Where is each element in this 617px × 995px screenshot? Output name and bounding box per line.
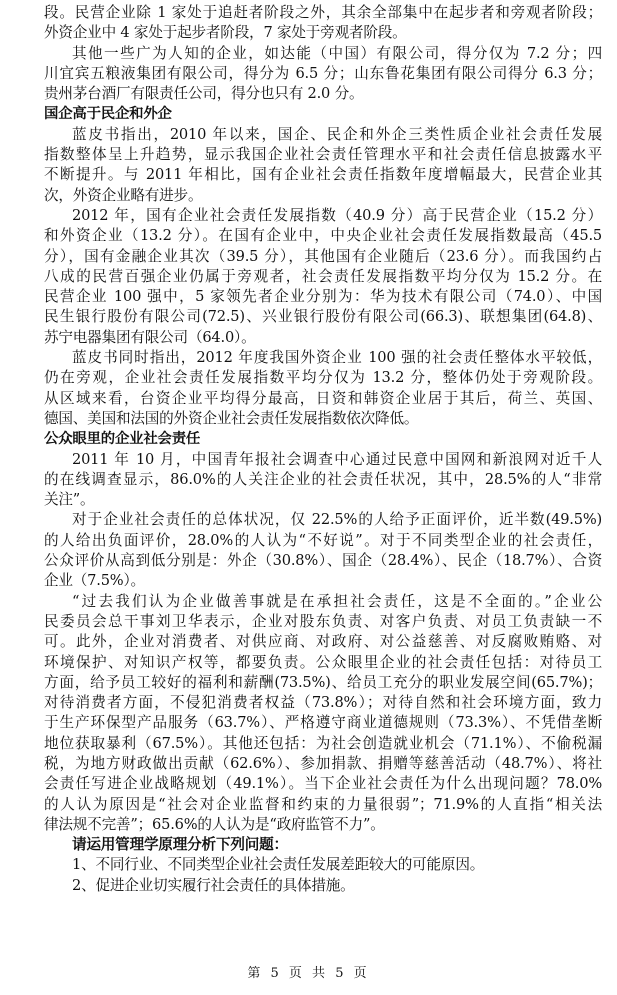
text-line: 的人给出负面评价，28.0%的人认为“不好说”。对于不同类型企业的社会责任， (44, 531, 602, 549)
text-line: 地位获取暴利（67.5%）。其他还包括：为社会创造就业机会（71.1%）、不偷税漏 (44, 734, 602, 752)
text-line: 对待消费者方面，不侵犯消费者权益（73.8%）；对待自然和社会环境方面，致力 (44, 694, 602, 712)
text-line: 民营企业 100 强中，5 家领先者企业分别为：华为技术有限公司（74.0）、中国 (44, 288, 602, 306)
paragraph-start-line: 对于企业社会责任的总体状况，仅 22.5%的人给予正面评价，近半数(49.5%) (72, 511, 602, 529)
text-line: 企业（7.5%）。 (44, 572, 145, 590)
text-line: 外资企业中 4 家处于起步者阶段，7 家处于旁观者阶段。 (44, 24, 407, 42)
question-item: 1、不同行业、不同类型企业社会责任发展差距较大的可能原因。 (72, 856, 485, 874)
text-line: 和外资企业（13.2 分）。在国有企业中，中央企业社会责任发展指数最高（45.5 (44, 227, 602, 245)
text-line: 德国、美国和法国的外资企业社会责任发展指数依次降低。 (44, 409, 419, 427)
text-line: 会责任写进企业战略规划（49.1%）。当下企业社会责任为什么出现问题？78.0% (44, 775, 602, 793)
text-line: 环境保护、对知识产权等，都要负责。公众眼里企业的社会责任包括：对待员工 (44, 653, 602, 671)
text-line: 民委员会总干事刘卫华表示，企业对股东负责、对客户负责、对员工负责缺一不 (44, 612, 602, 630)
question-item: 2、促进企业切实履行社会责任的具体措施。 (72, 876, 355, 894)
paragraph-start-line: 2012 年，国有企业社会责任发展指数（40.9 分）高于民营企业（15.2 分） (72, 206, 602, 224)
text-line: 指数整体呈上升趋势，显示我国企业社会责任管理水平和社会责任信息披露水平 (44, 146, 602, 164)
text-line: 可。此外，企业对消费者、对供应商、对政府、对公益慈善、对反腐败贿赂、对 (44, 633, 602, 651)
paragraph-start-line: 蓝皮书指出，2010 年以来，国企、民企和外企三类性质企业社会责任发展 (72, 125, 602, 143)
text-line: 方面，给予员工较好的福利和薪酬(73.5%)、给员工充分的职业发展空间(65.7%)； (44, 673, 602, 691)
text-line: 不断提升。与 2011 年相比，国有企业社会责任指数年度增幅最大，民营企业其 (44, 166, 602, 184)
text-line: 于生产环保型产品服务（63.7%）、严格遵守商业道德规则（73.3%）、不凭借垄断 (44, 714, 602, 732)
section-heading: 国企高于民企和外企 (44, 106, 172, 123)
text-line: 税，为地方财政做出贡献（62.6%）、参加捐款、捐赠等慈善活动（48.7%）、将社 (44, 754, 602, 772)
paragraph-start-line: 2011 年 10 月，中国青年报社会调查中心通过民意中国网和新浪网对近千人 (72, 450, 602, 468)
text-line: 从区域来看，台资企业平均得分最高，日资和韩资企业居于其后，荷兰、英国、 (44, 389, 602, 407)
paragraph-start-line: 蓝皮书同时指出，2012 年度我国外资企业 100 强的社会责任整体水平较低， (72, 349, 602, 367)
text-line: 段。民营企业除 1 家处于追赶者阶段之外，其余全部集中在起步者和旁观者阶段； (44, 4, 602, 21)
text-line: 关注”。 (44, 491, 95, 509)
text-line: 贵州茅台酒厂有限责任公司，得分也只有 2.0 分。 (44, 85, 364, 103)
text-line: 的人认为原因是“社会对企业监督和约束的力量很弱”；71.9%的人直指“相关法 (44, 795, 602, 813)
text-line: 八成的民营百强企业仍属于旁观者，社会责任发展指数平均分仅为 15.2 分。在 (44, 267, 602, 285)
text-line: 的在线调查显示，86.0%的人关注企业的社会责任状况，其中，28.5%的人“非常 (44, 470, 602, 488)
text-line: 苏宁电器集团有限公司（64.0）。 (44, 328, 256, 346)
text-line: 民生银行股份有限公司(72.5)、兴业银行股份有限公司(66.3)、联想集团(64.8)、 (44, 308, 602, 326)
text-line: 分），国有金融企业其次（39.5 分），其他国有企业随后（23.6 分）。而我国约占 (44, 247, 602, 265)
text-line: 次，外资企业略有进步。 (44, 186, 203, 204)
section-heading: 公众眼里的企业社会责任 (44, 431, 201, 448)
page-footer: 第 5 页 共 5 页 (247, 966, 370, 981)
document-body (44, 3, 602, 896)
question-prompt: 请运用管理学原理分析下列问题： (72, 836, 288, 854)
text-line: 公众评价从高到低分别是：外企（30.8%）、国企（28.4%）、民企（18.7%）、合资 (44, 552, 602, 570)
paragraph-start-line: “过去我们认为企业做善事就是在承担社会责任，这是不全面的。”企业公 (72, 592, 602, 610)
text-line: 律法规不完善”；65.6%的人认为是“政府监管不力”。 (44, 815, 385, 833)
text-line: 川宜宾五粮液集团有限公司，得分为 6.5 分；山东鲁花集团有限公司得分 6.3 分； (44, 64, 602, 82)
text-line: 仍在旁观，企业社会责任发展指数平均分仅为 13.2 分，整体仍处于旁观阶段。 (44, 369, 602, 387)
paragraph-start-line: 其他一些广为人知的企业，如达能（中国）有限公司，得分仅为 7.2 分；四 (72, 44, 602, 62)
